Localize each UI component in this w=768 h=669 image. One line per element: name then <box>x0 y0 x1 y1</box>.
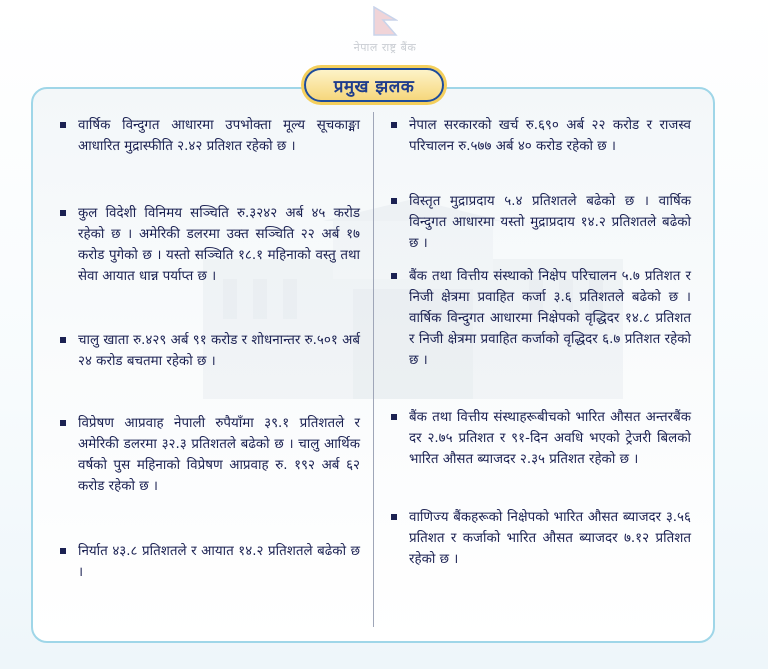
list-item <box>391 191 691 254</box>
page-title: प्रमुख झलक <box>333 76 415 97</box>
bullet-icon <box>60 420 66 426</box>
nepal-flag-icon <box>372 6 398 36</box>
list-item <box>60 203 360 287</box>
list-item-text: चालु खाता रु.४२९ अर्ब ९१ करोड र शोधनान्तर रु.५०१ अर्ब २४ करोड बचतमा रहेको छ । <box>78 333 360 369</box>
list-item <box>391 507 691 570</box>
bullet-icon <box>60 548 66 554</box>
list-item-text: वाणिज्य बैंकहरूको निक्षेपको भारित औसत ब्याजदर ३.५६ प्रतिशत र कर्जाको भारित औसत ब्याजदर ७.१२ प्रतिशत रहेको छ । <box>409 510 691 567</box>
bullet-icon <box>60 122 66 128</box>
header-faded-text: नेपाल राष्ट्र बैंक <box>353 41 417 54</box>
bullet-icon <box>391 273 397 279</box>
list-item-text: विप्रेषण आप्रवाह नेपाली रुपैयाँमा ३९.१ प्रतिशतले र अमेरिकी डलरमा ३२.३ प्रतिशतले बढेको छ । चालु आर्थिक वर्षको पुस महिनाको विप्रेषण आप्रवाह रु. १९२ अर्ब ६२ करोड रहेको छ । <box>78 416 360 494</box>
list-item-text: विस्तृत मुद्राप्रदाय ५.४ प्रतिशतले बढेको छ । वार्षिक विन्दुगत आधारमा यस्तो मुद्राप्रदाय १४.२ प्रतिशतले बढेको छ । <box>409 194 691 251</box>
list-item <box>391 115 691 157</box>
title-badge <box>304 68 444 102</box>
list-item <box>60 330 360 372</box>
list-item-text: निर्यात ४३.८ प्रतिशतले र आयात १४.२ प्रतिशतले बढेको छ । <box>78 544 360 580</box>
bullet-icon <box>391 198 397 204</box>
list-item <box>391 407 691 470</box>
list-item-text: वार्षिक विन्दुगत आधारमा उपभोक्ता मूल्य सूचकाङ्मा आधारित मुद्रास्फीति २.४२ प्रतिशत रहेको छ । <box>78 118 360 154</box>
list-item-text: नेपाल सरकारको खर्च रु.६९० अर्ब २२ करोड र राजस्व परिचालन रु.५७७ अर्ब ४० करोड रहेको छ । <box>409 118 691 154</box>
list-item-text: बैंक तथा वित्तीय संस्थाहरूबीचको भारित औसत अन्तरबैंक दर २.७५ प्रतिशत र ९१-दिन अवधि भएको ट्रेजरी बिलको भारित औसत ब्याजदर २.३५ प्रतिशत रहेको छ । <box>409 410 691 467</box>
bullet-icon <box>60 210 66 216</box>
list-item <box>391 266 691 371</box>
list-item <box>60 541 360 583</box>
bullet-icon <box>60 337 66 343</box>
bullet-icon <box>391 514 397 520</box>
list-item <box>60 413 360 497</box>
list-item-text: बैंक तथा वित्तीय संस्थाको निक्षेप परिचालन ५.७ प्रतिशत र निजी क्षेत्रमा प्रवाहित कर्जा ३.६ प्रतिशतले बढेको छ । वार्षिक विन्दुगत आधारमा निक्षेपको वृद्धिदर १४.८ प्रतिशत र निजी क्षेत्रमा प्रवाहित कर्जाको वृद्धिदर ६.७ प्रतिशत रहेको छ । <box>409 269 691 368</box>
list-item-text: कुल विदेशी विनिमय सञ्चिति रु.३२४२ अर्ब ४५ करोड रहेको छ । अमेरिकी डलरमा उक्त सञ्चिति २२ अर्ब १७ करोड पुगेको छ । यस्तो सञ्चिति १८.१ महिनाको वस्तु तथा सेवा आयात धान्न पर्याप्त छ । <box>78 206 360 284</box>
list-item <box>60 115 360 157</box>
bullet-icon <box>391 122 397 128</box>
bullet-icon <box>391 414 397 420</box>
column-divider <box>373 112 374 627</box>
